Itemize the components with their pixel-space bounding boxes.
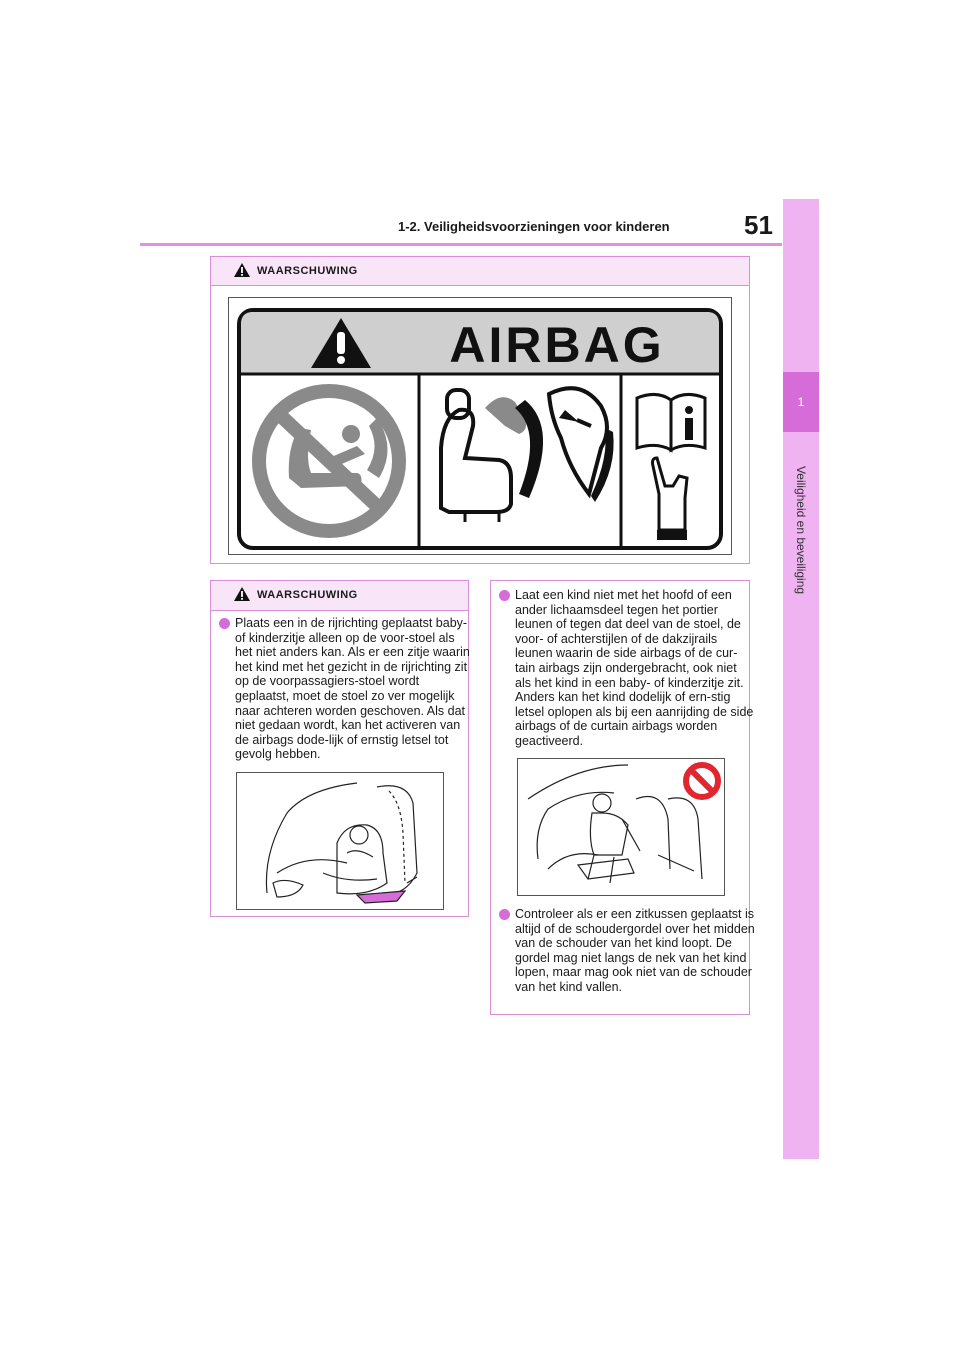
forward-facing-seat-illustration [237,773,443,909]
child-leaning-illustration [518,759,724,895]
warning-heading-bar [211,257,749,286]
warning-heading-bar [211,581,468,611]
header-rule [140,243,782,246]
warning-heading: WAARSCHUWING [257,265,358,277]
bullet-dot [219,618,230,629]
warning-box-side-airbag [490,580,755,1015]
warning-bullet-shoulder-belt [497,907,755,995]
chapter-number: 1 [783,372,819,432]
chapter-side-tab [783,199,819,1159]
page-number: 51 [744,210,773,240]
bullet-text: Controleer als er een zitkussen geplaatst is altijd of de schoudergordel over het midden van de schouder van het kind loopt. De gordel mag niet langs de nek van het kind lopen, maar mag ook niet van de schouder van het kind vallen. [515,907,755,994]
warning-bullet-front-seat [217,616,473,762]
forward-facing-seat-figure [236,772,444,910]
bullet-text: Plaats een in de rijrichting geplaatst baby- of kinderzitje alleen op de voor-stoel als het niet anders kan. Als er een zitje waarin het kind met het gezicht in de rijrichting zit op de voorpassagiers-stoel wordt geplaatst, moet de stoel zo ver mogelijk naar achteren worden geschoven. Als dat niet gedaan wordt, kan het activeren van de airbags dode-lijk of ernstig letsel tot gevolg hebben. [235,616,470,762]
section-title: 1-2. Veiligheidsvoorzieningen voor kinderen [398,219,670,234]
bullet-dot [499,909,510,920]
bullet-text: Laat een kind niet met het hoofd of een ander lichaamsdeel tegen het portier leunen of tegen dat deel van de stoel, de voor- of achterstijlen of de dakzijrails leunen waarin de side airbags of de cur-tain airbags zijn ondergebracht, ook niet als het kind in een baby- of kinderzitje zit. Anders kan het kind dodelijk of ern-stig letsel oplopen als bij een aanrijding de side airbags of de curtain airbags worden geactiveerd. [515,588,754,748]
warning-heading: WAARSCHUWING [257,589,358,601]
airbag-label-figure [228,297,732,555]
warning-bullet-side-airbag [497,588,755,749]
prohibition-icon [686,765,718,797]
warning-triangle-icon [233,586,251,602]
airbag-label-text: AIRBAG [449,317,665,373]
child-leaning-figure [517,758,725,896]
warning-box-airbag [210,256,750,564]
warning-box-front-seat [210,580,469,917]
chapter-label: Veiligheid en beveiliging [794,465,808,595]
warning-triangle-icon [233,262,251,278]
airbag-warning-label [229,298,731,554]
bullet-dot [499,590,510,601]
